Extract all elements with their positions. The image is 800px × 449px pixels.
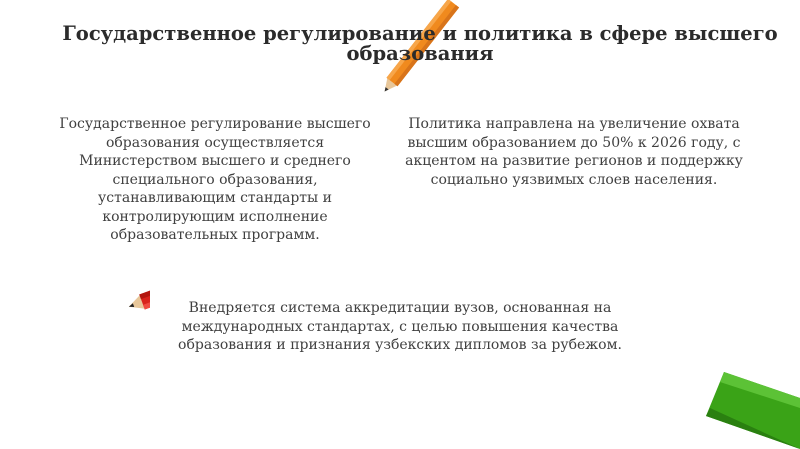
left-paragraph: Государственное регулирование высшего образования осуществляется Министерством высшего и среднего специального образования, устанавливающим стандарты и контролирующим исполнение образовательных программ. [59, 116, 371, 243]
slide-title: Государственное регулирование и политика в сфере высшего образования [62, 22, 778, 65]
red-pencil-icon [0, 288, 150, 358]
right-paragraph: Политика направлена на увеличение охвата высшим образованием до 50% к 2026 году, с акцентом на развитие регионов и поддержку социально уязвимых слоев населения. [405, 116, 743, 188]
green-marker-icon [706, 364, 800, 449]
bottom-paragraph: Внедряется система аккредитации вузов, основанная на международных стандартах, с целью повышения качества образования и признания узбекских дипломов за рубежом. [178, 300, 622, 353]
